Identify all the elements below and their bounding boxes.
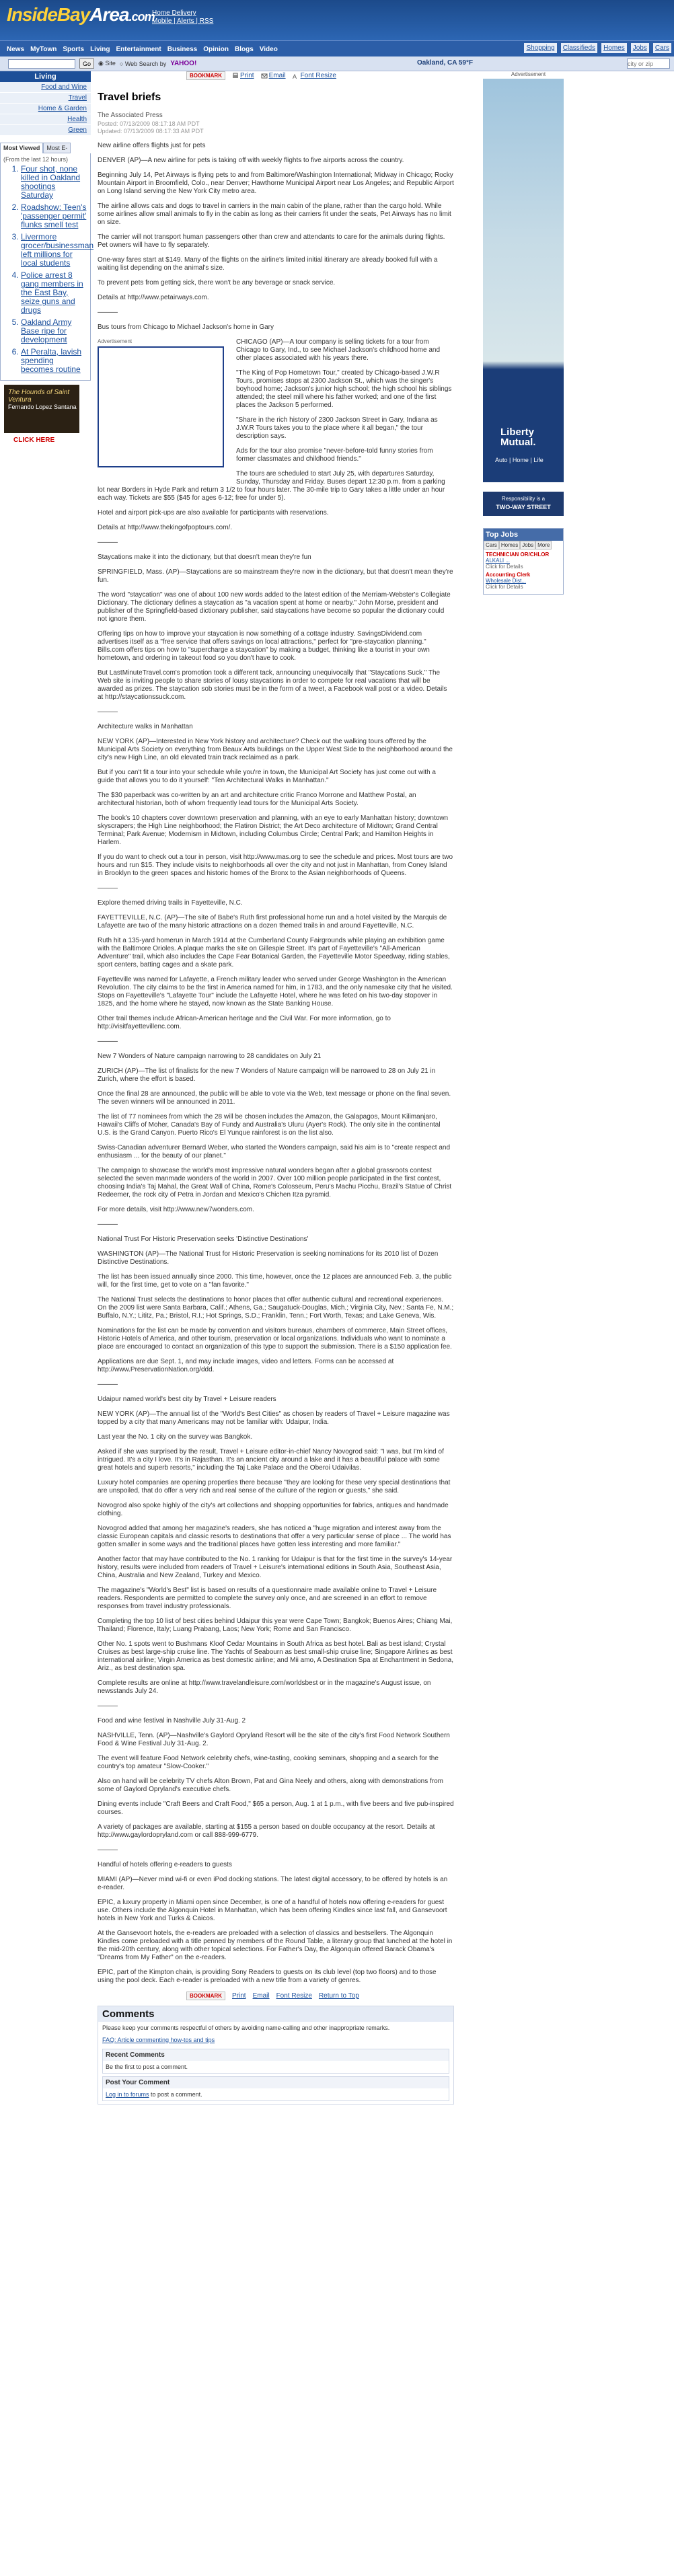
search-option-web[interactable]: ○ Web Search by: [119, 60, 167, 67]
article-paragraph: Details at http://www.petairways.com.: [98, 294, 209, 301]
section-separator: ———: [98, 539, 118, 546]
article-paragraph: Bus tours from Chicago to Michael Jackson's home in Gary: [98, 324, 274, 331]
article-paragraph: A variety of packages are available, starting at $155 a person based on double occupancy at the resort. Details at http://www.gaylordopryland.com or call 888-999-6779.: [98, 1823, 435, 1839]
article-paragraph: Another factor that may have contributed to the No. 1 ranking for Udaipur is that for the first time in the survey's 14-year history, results were included from readers of Travel + Leisure's international editions in South Asia, Southeast Asia, China, Australia and New Zealand, Turkey and Mexico.: [98, 1556, 453, 1579]
article-paragraph: Complete results are online at http://www.travelandleisure.com/worldsbest or in the magazine's August issue, on newsstands July 24.: [98, 1679, 431, 1695]
tab-most-viewed[interactable]: Most Viewed: [0, 143, 43, 153]
search-bar: [0, 56, 674, 71]
site-header: [0, 0, 674, 40]
job-company: TECHNICIAN OR/CHLOR: [486, 552, 550, 558]
list-item-link[interactable]: Roadshow: Teen's 'passenger permit' flunks smell test: [21, 202, 87, 229]
article-paragraph: Ruth hit a 135-yard homerun in March 1914 at the Cumberland County Fairgrounds while playing an exhibition game with the Baltimore Orioles. A plaque marks the site on Gillespie Street. It's part of Fayetteville's "All-American Adventure" trail, which also includes the Cape Fear Botanical Garden, the Fayetteville Motor Speedway, riding stables, sport centers, batting cages and a skate park.: [98, 937, 450, 969]
posted-date: Posted: 07/13/2009 08:17:18 AM PDT: [98, 120, 200, 127]
main-nav: [0, 40, 674, 56]
font-size-icon: [293, 73, 299, 79]
most-viewed-list: [0, 153, 94, 381]
article-paragraph: The campaign to showcase the world's most impressive natural wonders began after a global grassroots contest selected the seven manmade wonders of the world in 2007. Over 100 million people participated in the first contest, choosing India's Taj Mahal, the Great Wall of China, Rome's Colosseum, Peru's Machu Picchu, Brazil's Statue of Christ Redeemer, the rock city of Petra in Jordan and Mexico's Chichen Itza pyramid.: [98, 1167, 452, 1199]
popular-note: (From the last 12 hours): [3, 156, 69, 163]
article-paragraph: Staycations make it into the dictionary, but that doesn't mean they're fun: [98, 554, 311, 561]
recent-comments-box: [102, 2049, 449, 2074]
article-paragraph: The magazine's "World's Best" list is based on results of a questionnaire made available online to Travel + Leisure readers. Respondents are permitted to complete the survey only once, and are screened in an effort to remove responses from travel industry professionals.: [98, 1587, 437, 1610]
article-paragraph: Details at http://www.thekingofpoptours.com/.: [98, 524, 233, 531]
ad-frame[interactable]: [98, 346, 224, 467]
article-paragraph: EPIC, a luxury property in Miami open since December, is one of a handful of hotels now offering e-readers for guest use. Others include the Algonquin Hotel in Manhattan, which has been offering Kindles since last fall, and Gansevoort hotels in New York and Turks & Caicos.: [98, 1899, 447, 1922]
article-paragraph: Asked if she was surprised by the result, Travel + Leisure editor-in-chief Nancy Novogrod said: "I was, but I'm kind of intrigued. It's a city I love. It's in Rajasthan. It's an ancient city around a lake and it has a beautiful palace with some great hotels and superb resorts," including the Taj Lake Palace and the Oberoi Udaivilas.: [98, 1448, 444, 1472]
article-paragraph: Architecture walks in Manhattan: [98, 723, 193, 730]
ad-label: Advertisement: [98, 338, 133, 344]
list-item-link[interactable]: Police arrest 8 gang members in the East Bay, seize guns and drugs: [21, 270, 83, 315]
comments-section: [98, 2006, 454, 2105]
liberty-mutual-ad[interactable]: [483, 79, 564, 482]
list-item-link[interactable]: Oakland Army Base ripe for development: [21, 317, 72, 344]
sidebar-item-home-garden[interactable]: [0, 104, 91, 114]
email-link-bottom[interactable]: Email: [252, 1992, 270, 2000]
article-paragraph: MIAMI (AP)—Never mind wi-fi or even iPod docking stations. The latest digital accessory, to be offered by hotels is an e-reader.: [98, 1876, 448, 1891]
article-paragraph: Offering tips on how to improve your staycation is now something of a cottage industry. SavingsDividend.com advertises itself as a "free service that offers savings on local attractions," perfect for "pre-staycation planning." Bills.com offers tips on how to "supercharge a staycation" by making a budget, thinking like a tourist in your own hometown, and ordering in takeout food so you don't have to cook.: [98, 630, 430, 662]
comments-note: Please keep your comments respectful of others by avoiding name-calling and other inappropriate remarks.: [102, 2024, 390, 2031]
sidebar-item-food-wine[interactable]: [0, 82, 91, 93]
logo-inside: Inside: [7, 4, 57, 25]
job-details-link[interactable]: Click for Details: [486, 564, 523, 570]
home-delivery-link[interactable]: Home Delivery: [152, 9, 196, 17]
promo-title: The Hounds of Saint Ventura: [8, 389, 70, 404]
topic-shopping[interactable]: Shopping: [524, 43, 556, 53]
bookmark-button[interactable]: BOOKMARK: [186, 71, 225, 80]
sidebar-item-health[interactable]: [0, 114, 91, 125]
nav-news[interactable]: News: [7, 45, 25, 53]
updated-date: Updated: 07/13/2009 08:17:33 AM PDT: [98, 128, 204, 135]
article-dates: [98, 120, 454, 135]
nav-living[interactable]: Living: [90, 45, 110, 53]
page-title: Travel briefs: [98, 91, 161, 103]
email-link[interactable]: Email: [268, 72, 286, 79]
article-paragraph: NEW YORK (AP)—Interested in New York history and architecture? Check out the walking tours offered by the Municipal Arts Society on everything from Beaux Arts buildings on the Upper West Side to the neighborhood around the city's new High Line, an old elevated train track reclaimed as a park.: [98, 738, 453, 761]
section-separator: ———: [98, 708, 118, 716]
sidebar-item-travel[interactable]: [0, 93, 91, 104]
location-input[interactable]: [627, 59, 670, 69]
article-main: [98, 71, 454, 2105]
article-paragraph: The airline allows cats and dogs to travel in carriers in the main cabin of the plane, rather than the cargo hold. While some airlines allow small animals to fly in the cabin as long as their carriers fit under the seats, Pet Airways has no limit on size.: [98, 202, 451, 226]
nav-mytown[interactable]: MyTown: [30, 45, 57, 53]
post-comment-title: Post Your Comment: [103, 2077, 449, 2088]
article-paragraph: But if you can't fit a tour into your schedule while you're in town, the Municipal Art Society has just come out with a guide that allows you to do it yourself: "Ten Architectural Walks in Manhattan.": [98, 769, 436, 784]
article-paragraph: FAYETTEVILLE, N.C. (AP)—The site of Babe's Ruth first professional home run and a hotel visited by the Marquis de Lafayette are two of the many historic attractions on a dozen themed trails in and around Fayetteville, N.C.: [98, 914, 447, 930]
jobs-tabs: [484, 541, 563, 550]
topic-jobs[interactable]: Jobs: [631, 43, 649, 53]
article-paragraph: If you do want to check out a tour in person, visit http://www.mas.org to see the schedule and prices. Most tours are two hours and run $15. They include visits to neighborhoods all over the city and not just in Manhattan, from Coney Island in Brooklyn to the green spaces and historic homes of the Bronx to the Asian neighborhoods of Queens.: [98, 854, 453, 877]
tab-most-emailed[interactable]: Most E-: [43, 143, 71, 153]
sidebar-item-label[interactable]: Food and Wine: [41, 83, 87, 91]
article-bottom-toolbar: [186, 1992, 454, 2000]
article-paragraph: Hotel and airport pick-ups are also available for participants with reservations.: [98, 509, 329, 517]
byline: The Associated Press: [98, 112, 163, 119]
printer-icon: [232, 73, 239, 79]
nav-blogs[interactable]: Blogs: [235, 45, 254, 53]
article-paragraph: Fayetteville was named for Lafayette, a French military leader who served under George Washington in the American Revolution. The city claims to be the first in America named for him, in 1783, and the only namesake city that he visited. Stops on Fayetteville's "Lafayette Tour" include the Lafayette Hotel, where he was feted on his two-day stopover in 1825, and the home where he stayed, now known as the State Banking House.: [98, 976, 453, 1008]
job-company: Accounting Clerk: [486, 572, 531, 578]
post-comment-rest: to post a comment.: [149, 2091, 202, 2098]
sidebar-item-label[interactable]: Health: [67, 116, 87, 123]
article-paragraph: "The King of Pop Hometown Tour," created by Chicago-based J.W.R Tours, promises stops at 2300 Jackson St., which was the singer's boyhood home; Jackson's junior high school; the high school his siblings attended; the steel mill where his father worked; and one of the first places the Jackson 5 performed.: [236, 369, 452, 409]
article-paragraph: Applications are due Sept. 1, and may include images, video and letters. Forms can be accessed at http://www.PreservationNation.org/ddd.: [98, 1358, 394, 1373]
article-body: [98, 142, 454, 1985]
tab-jobs[interactable]: Jobs: [520, 541, 535, 550]
bookmark-button-bottom[interactable]: BOOKMARK: [186, 1992, 225, 2000]
article-paragraph: Luxury hotel companies are opening properties there because "they are looking for these very special destinations that are unspoiled, that do offer a very rich and real sense of the culture of the region or guests," she said.: [98, 1479, 451, 1494]
article-paragraph: Ads for the tour also promise "never-before-told funny stories from former classmates and childhood friends.": [236, 447, 433, 463]
section-separator: ———: [98, 1038, 118, 1045]
article-paragraph: Dining events include "Craft Beers and Craft Food," $65 a person, Aug. 1 at 1 p.m., with five beers and five pub-inspired courses.: [98, 1801, 454, 1816]
list-item[interactable]: [21, 203, 87, 229]
article-paragraph: WASHINGTON (AP)—The National Trust for Historic Preservation is seeking nominations for its 2010 list of Dozen Distinctive Destinations.: [98, 1250, 439, 1266]
article-paragraph: National Trust For Historic Preservation seeks 'Distinctive Destinations': [98, 1236, 309, 1243]
article-paragraph: For more details, visit http://www.new7wonders.com.: [98, 1206, 254, 1213]
section-separator: ———: [98, 1221, 118, 1228]
article-paragraph: NASHVILLE, Tenn. (AP)—Nashville's Gaylord Opryland Resort will be the site of the city's first Food Network Southern Food & Wine Festival July 31-Aug. 2.: [98, 1732, 450, 1747]
list-item-link[interactable]: Four shot, none killed in Oakland shootings Saturday: [21, 164, 81, 200]
tab-more[interactable]: More: [535, 541, 552, 550]
section-list: [0, 82, 91, 136]
jobs-list: [484, 550, 563, 594]
list-item[interactable]: [21, 318, 87, 344]
article-paragraph: Completing the top 10 list of best cities behind Udaipur this year were Cape Town; Bangkok; Buenos Aires; Chiang Mai, Thailand; Florence, Italy; Luang Prabang, Laos; New York; Rome and San Francisco.: [98, 1618, 453, 1633]
article-paragraph: The National Trust selects the destinations to honor places that offer authentic cultural and recreational experiences. On the 2009 list were Santa Barbara, Calif.; Athens, Ga.; Saugatuck-Douglas, Mich.; Virginia City, Nev.; Santa Fe, N.M.; Buffalo, N.Y.; Lititz, Pa.; Bristol, R.I.; Hot Springs, S.D.; Franklin, Tenn.; Fort Worth, Texas; and Lake Geneva, Wis.: [98, 1296, 454, 1320]
sidebar-item-label[interactable]: Green: [68, 126, 87, 134]
svg-text:A: A: [292, 73, 297, 79]
promo-cta[interactable]: CLICK HERE: [13, 437, 55, 444]
list-item[interactable]: [21, 271, 87, 315]
search-input[interactable]: [8, 59, 75, 69]
resp-line1: Responsibility is a: [501, 496, 546, 502]
weather-readout[interactable]: Oakland, CA 59°F: [417, 59, 474, 67]
recent-comments-body: Be the first to post a comment.: [106, 2063, 188, 2070]
comments-faq-link[interactable]: FAQ: Article commenting how-tos and tips: [102, 2037, 215, 2043]
right-sidebar: [483, 71, 574, 595]
post-comment-box: [102, 2076, 449, 2101]
sidebar-item-green[interactable]: [0, 125, 91, 136]
print-tool[interactable]: [232, 72, 254, 79]
section-separator: ———: [98, 1381, 118, 1388]
top-jobs-widget: [483, 528, 564, 595]
list-item-link[interactable]: At Peralta, lavish spending becomes routine: [21, 347, 82, 374]
mobile-alerts-rss-link[interactable]: Mobile | Alerts | RSS: [152, 17, 214, 25]
article-paragraph: Other trail themes include African-American heritage and the Civil War. For more information, go to http://visitfayettevillenc.com.: [98, 1015, 391, 1030]
font-resize-link-bottom[interactable]: Font Resize: [276, 1992, 312, 2000]
article-paragraph: At the Gansevoort hotels, the e-readers are preloaded with a selection of classics and bestsellers. The Algonquin Kindles come preloaded with a title penned by members of the Round Table, a literary group that lunched at the hotel in the mid-20th century, along with other topical selections. For Father's Day, the Algonquin offered Barack Obama's "Dreams from My Father" on the e-readers.: [98, 1930, 453, 1961]
article-paragraph: Novogrod also spoke highly of the city's art collections and shopping opportunities for fabrics, antiques and handmade clothing.: [98, 1502, 449, 1517]
article-paragraph: The list has been issued annually since 2000. This time, however, once the 12 places are announced Feb. 3, the public will, for the first time, get to vote on a "fan favorite.": [98, 1273, 452, 1289]
article-paragraph: Udaipur named world's best city by Travel + Leisure readers: [98, 1396, 276, 1403]
header-links: [152, 9, 213, 26]
nav-business[interactable]: Business: [167, 45, 198, 53]
article-paragraph: Swiss-Canadian adventurer Bernard Weber, who started the Wonders campaign, said his aim is to "create respect and enthusiasm ... for the beauty of our planet.": [98, 1144, 451, 1160]
recent-comments-title: Recent Comments: [103, 2049, 449, 2061]
article-paragraph: The event will feature Food Network celebrity chefs, wine-tasting, cooking seminars, shopping and a search for the country's top amateur "Slow-Cooker.": [98, 1755, 439, 1770]
article-paragraph: EPIC, part of the Kimpton chain, is providing Sony Readers to guests on its club level (top two floors) and to those using the pool deck. Each e-reader is preloaded with a new title from a variety of genres.: [98, 1969, 437, 1984]
article-paragraph: DENVER (AP)—A new airline for pets is taking off with weekly flights to five airports across the country.: [98, 157, 404, 164]
topic-homes[interactable]: Homes: [601, 43, 627, 53]
nav-video[interactable]: Video: [259, 45, 278, 53]
responsibility-ad[interactable]: [483, 492, 564, 516]
list-item[interactable]: [21, 348, 87, 374]
article-paragraph: Beginning July 14, Pet Airways is flying pets to and from Baltimore/Washington International; Midway in Chicago; Rocky Mountain Airport in Broomfield, Colo., near Denver; Hawthorne Municipal Airport near Los Angeles; and Republic Airport on Long Island serving the New York City metro area.: [98, 172, 454, 195]
article-paragraph: The carrier will not transport human passengers other than crew and attendants to care for the animals during flights. Pet owners will have to fly separately.: [98, 233, 445, 249]
resp-line2: TWO-WAY STREET: [496, 504, 551, 510]
search-option-site[interactable]: ◉ Site: [98, 60, 116, 67]
section-separator: ———: [98, 1846, 118, 1854]
list-item-link[interactable]: Livermore grocer/businessman left millions for local students: [21, 232, 94, 268]
list-item[interactable]: [21, 232, 94, 268]
logo-com: .com: [128, 10, 155, 24]
logo-bay: Bay: [57, 4, 90, 25]
popular-tabs: [0, 143, 91, 153]
nav-entertainment[interactable]: Entertainment: [116, 45, 161, 53]
article-paragraph: Novogrod added that among her magazine's readers, she has noticed a "huge migration and interest away from the classic European capitals and classic resorts to destinations that offer a very particular sense of place ... The world has gotten smaller in some ways and the traditional places have gotten less interesting and more familiar.": [98, 1525, 451, 1548]
liberty-tabs[interactable]: Auto | Home | Life: [495, 457, 544, 463]
job-details-link[interactable]: Click for Details: [486, 584, 523, 590]
article-paragraph: The book's 10 chapters cover downtown preservation and planning, with an eye to early Manhattan history; downtown skyscrapers; the High Line neighborhood; the Flatiron District; the Art Deco architecture of Midtown; Grand Central Terminal; Park Avenue; Modernism in Midtown, including Columbus Circle; Central Park; and Hamilton Heights in Harlem.: [98, 815, 449, 846]
article-paragraph: CHICAGO (AP)—A tour company is selling tickets for a tour from Chicago to Gary, Ind., to see Michael Jackson's childhood home and other places associated with his years there.: [236, 338, 441, 362]
topic-links: [524, 43, 671, 53]
article-paragraph: To prevent pets from getting sick, there won't be any beverage or snack service.: [98, 279, 336, 287]
article-paragraph: "Share in the rich history of 2300 Jackson Street in Gary, Indiana as J.W.R Tours takes you to the place where it all began," the tour description says.: [236, 416, 438, 440]
tab-cars[interactable]: Cars: [484, 541, 499, 550]
search-button[interactable]: Go: [79, 59, 94, 69]
article-paragraph: New airline offers flights just for pets: [98, 142, 206, 149]
promo-author: Fernando Lopez Santana: [8, 404, 77, 410]
section-title: Living: [0, 71, 91, 82]
font-resize-tool[interactable]: [293, 72, 336, 79]
topic-classifieds[interactable]: Classifieds: [561, 43, 597, 53]
ad-label: Advertisement: [511, 71, 546, 77]
search-option-site-label: Site: [105, 60, 116, 67]
comments-title: Comments: [98, 2006, 453, 2022]
article-paragraph: SPRINGFIELD, Mass. (AP)—Staycations are so mainstream they're now in the dictionary, but that doesn't mean they're fun.: [98, 568, 453, 584]
article-paragraph: Food and wine festival in Nashville July 31-Aug. 2: [98, 1717, 246, 1725]
tab-homes[interactable]: Homes: [499, 541, 520, 550]
nav-opinion[interactable]: Opinion: [203, 45, 229, 53]
inline-advertisement[interactable]: [98, 338, 225, 480]
nav-sports[interactable]: Sports: [63, 45, 85, 53]
article-paragraph: The list of 77 nominees from which the 28 will be chosen includes the Amazon, the Galapagos, Mount Kilimanjaro, Hawaii's Cliffs of Moher, Canada's Bay of Fundy and Australia's Uluru (Ayer's Rock). The only site in the continental U.S. is the Grand Canyon. Puerto Rico's El Yunque rainforest is on the list also.: [98, 1113, 441, 1137]
article-paragraph: Also on hand will be celebrity TV chefs Alton Brown, Pat and Gina Neely and others, along with demonstrations from some of Gaylord Opryland's executive chefs.: [98, 1778, 443, 1793]
job-title[interactable]: ALKALI ...: [486, 558, 511, 564]
post-comment-body: [103, 2088, 449, 2100]
yahoo-logo: YAHOO!: [170, 60, 197, 67]
article-toolbar: [186, 71, 336, 80]
article-paragraph: ZURICH (AP)—The list of finalists for the new 7 Wonders of Nature campaign will be narrowed to 28 on July 21 in Zurich, where the effort is based.: [98, 1067, 436, 1083]
job-title[interactable]: Wholesale Dist...: [486, 578, 527, 584]
article-paragraph: New 7 Wonders of Nature campaign narrowing to 28 candidates on July 21: [98, 1053, 322, 1060]
article-paragraph: One-way fares start at $149. Many of the flights on the airline's limited initial itinerary are already booked full with a waiting list depending on the animal's size.: [98, 256, 438, 272]
font-resize-link[interactable]: Font Resize: [300, 72, 336, 79]
article-paragraph: Nominations for the list can be made by convention and visitors bureaus, chambers of commerce, Main Street offices, Historic Hotels of America, and other tourism, preservation or local organizations. Individuals who want to nominate a place are encouraged to contact an organization of this type to support the submission. There is a $150 application fee.: [98, 1327, 452, 1351]
sidebar-item-label[interactable]: Travel: [68, 94, 87, 102]
left-sidebar: [0, 71, 94, 444]
article-paragraph: The tours are scheduled to start July 25, with departures Saturday, Sunday, Thursday and Friday. Buses depart 12:30 p.m. from a parking lot near Borders in Hyde Park and return 3 1/2 to four hours later. The 30-mile trip to Gary takes a little under an hour each way. Tickets are $55 ($45 for ages 6-12; free for under 5).: [98, 470, 445, 502]
article-paragraph: But LastMinuteTravel.com's promotion took a different tack, announcing unequivocally that "Staycations Suck." The Web site is inviting people to share stories of lousy staycations in order to compete for real vacations that will be awarded as prizes. The staycation sob stories must be in the form of a tweet, a Facebook wall post or a video. Details at http://staycationssuck.com.: [98, 669, 447, 701]
section-separator: ———: [98, 1702, 118, 1710]
section-separator: ———: [98, 884, 118, 892]
search-option-web-label: Web Search by: [124, 60, 167, 67]
book-promo[interactable]: [4, 385, 79, 444]
return-to-top-link[interactable]: Return to Top: [318, 1992, 359, 2000]
article-paragraph: Handful of hotels offering e-readers to guests: [98, 1861, 232, 1868]
print-link-bottom[interactable]: Print: [232, 1992, 246, 2000]
list-item[interactable]: [21, 165, 87, 200]
article-paragraph: The word "staycation" was one of about 100 new words added to the latest edition of the Merriam-Webster's Collegiate Dictionary. The dictionary defines a staycation as "a vacation spent at home or nearby." John Morse, president and publisher of the Springfield-based dictionary publisher, said staycations have become so popular the dictionary could not ignore them.: [98, 591, 451, 623]
logo-area: Area: [89, 4, 129, 25]
sidebar-item-label[interactable]: Home & Garden: [38, 105, 87, 112]
envelope-icon: [261, 73, 268, 79]
article-paragraph: Other No. 1 spots went to Bushmans Kloof Cedar Mountains in South Africa as best hotel. Bali as best island; Crystal Cruises as best large-ship cruise line. The Yachts of Seabourn as best small-ship cruise line; Singapore Airlines as best international airline; Virgin America as best domestic airline; and Mii amo, A Destination Spa at Enchantment in Sedona, Ariz., as best destination spa.: [98, 1640, 453, 1672]
article-paragraph: The $30 paperback was co-written by an art and architecture critic Franco Morrone and Matthew Postal, an architectural historian, both of whom frequently lead tours for the Municipal Arts Society.: [98, 792, 416, 807]
top-jobs-title: Top Jobs: [484, 529, 563, 541]
liberty-brand: Liberty Mutual.: [500, 426, 536, 448]
article-paragraph: Once the final 28 are announced, the public will be able to vote via the Web, text message or phone on the final seven. The seven winners will be announced in 2011.: [98, 1090, 451, 1106]
section-separator: ———: [98, 309, 118, 316]
topic-cars[interactable]: Cars: [653, 43, 671, 53]
article-paragraph: Explore themed driving trails in Fayetteville, N.C.: [98, 899, 243, 907]
article-paragraph: NEW YORK (AP)—The annual list of the "World's Best Cities" as chosen by readers of Travel + Leisure magazine was topped by a city that many Americans may not be familiar with: Udaipur, India.: [98, 1410, 450, 1426]
login-link[interactable]: Log in to forums: [106, 2091, 149, 2098]
email-tool[interactable]: [261, 72, 286, 79]
article-paragraph: Last year the No. 1 city on the survey was Bangkok.: [98, 1433, 253, 1441]
site-logo[interactable]: [7, 4, 155, 26]
print-link[interactable]: Print: [240, 72, 254, 79]
